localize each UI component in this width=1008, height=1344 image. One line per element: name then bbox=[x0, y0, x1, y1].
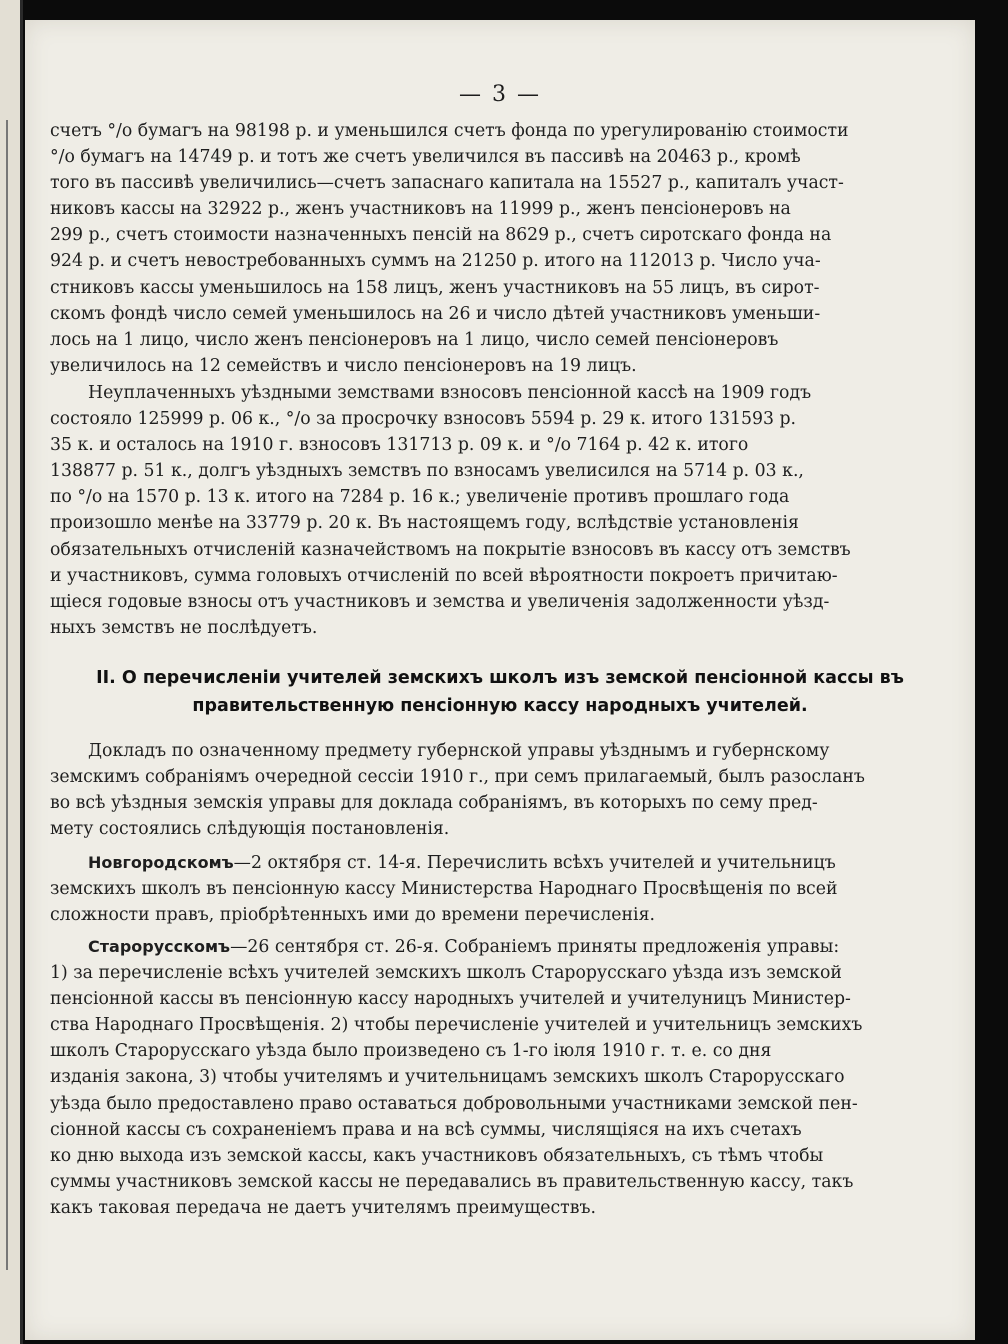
document-page bbox=[25, 20, 975, 1340]
paragraph-3 bbox=[50, 738, 895, 842]
text-line: 35 к. и осталось на 1910 г. взносовъ 131713 р. 09 к. и °/o 7164 р. 42 к. итого bbox=[50, 435, 749, 456]
text-line: ко дню выхода изъ земской кассы, какъ участниковъ обязательныхъ, съ тѣмъ чтобы bbox=[50, 1145, 824, 1166]
text-line: сложности правъ, пріобрѣтенныхъ ими до времени перечисленія. bbox=[50, 905, 655, 926]
text-line: увеличилось на 12 семействъ и число пенсіонеровъ на 19 лицъ. bbox=[50, 355, 637, 376]
text-line: 924 р. и счетъ невостребованныхъ суммъ на 21250 р. итого на 112013 р. Число уча- bbox=[50, 251, 821, 272]
text-line: 299 р., счетъ стоимости назначенныхъ пенсій на 8629 р., счетъ сиротскаго фонда на bbox=[50, 225, 832, 246]
text-line: изданія закона, 3) чтобы учителямъ и учительницамъ земскихъ школъ Старорусскаго bbox=[50, 1067, 845, 1088]
text-line: суммы участниковъ земской кассы не передавались въ правительственную кассу, такъ bbox=[50, 1171, 854, 1192]
text-line: 138877 р. 51 к., долгъ уѣздныхъ земствъ по взносамъ увелисился на 5714 р. 03 к., bbox=[50, 461, 804, 482]
text-line: во всѣ уѣздныя земскія управы для доклада собраніямъ, въ которыхъ по сему пред- bbox=[50, 793, 818, 814]
text-line: °/o бумагъ на 14749 р. и тотъ же счетъ увеличился въ пассивѣ на 20463 р., кромѣ bbox=[50, 147, 801, 168]
text-line: сіонной кассы съ сохраненіемъ права и на всѣ суммы, числящіяся на ихъ счетахъ bbox=[50, 1119, 802, 1140]
text-line: мету состоялись слѣдующія постановленія. bbox=[50, 819, 450, 840]
paragraph-novgorod bbox=[50, 850, 895, 928]
text-line-rest: —2 октября ст. 14-я. Перечислить всѣхъ учителей и учительницъ bbox=[233, 853, 836, 873]
paragraph-starorussk bbox=[50, 934, 895, 1221]
text-line: школъ Старорусскаго уѣзда было произведено съ 1-го іюля 1910 г. т. е. со дня bbox=[50, 1041, 772, 1062]
text-line: ныхъ земствъ не послѣдуетъ. bbox=[50, 617, 318, 638]
text-line: земскихъ школъ въ пенсіонную кассу Министерства Народнаго Просвѣщенія по всей bbox=[50, 879, 838, 900]
paragraph-1 bbox=[50, 118, 895, 379]
text-line bbox=[50, 934, 895, 960]
text-line: скомъ фондѣ число семей уменьшилось на 26 и число дѣтей участниковъ уменьши- bbox=[50, 303, 821, 324]
text-line: ства Народнаго Просвѣщенія. 2) чтобы перечисленіе учителей и учительницъ земскихъ bbox=[50, 1015, 863, 1036]
text-line: никовъ кассы на 32922 р., женъ участниковъ на 11999 р., женъ пенсіонеровъ на bbox=[50, 199, 791, 220]
text-line: того въ пассивѣ увеличились—счетъ запаснаго капитала на 15527 р., капиталъ участ- bbox=[50, 173, 844, 194]
text-line: обязательныхъ отчисленій казначействомъ на покрытіе взносовъ въ кассу отъ земствъ bbox=[50, 539, 851, 560]
text-line: и участниковъ, сумма головыхъ отчисленій по всей вѣроятности покроетъ причитаю- bbox=[50, 565, 838, 586]
text-line: произошло менѣе на 33779 р. 20 к. Въ настоящемъ году, вслѣдствіе установленія bbox=[50, 513, 799, 534]
section-heading bbox=[25, 664, 975, 720]
text-line: лось на 1 лицо, число женъ пенсіонеровъ на 1 лицо, число семей пенсіонеровъ bbox=[50, 329, 779, 350]
text-line: щіеся годовые взносы отъ участниковъ и земства и увеличенія задолженности уѣзд- bbox=[50, 591, 830, 612]
text-line-rest: —26 сентября ст. 26-я. Собраніемъ приняты предложенія управы: bbox=[230, 937, 840, 957]
text-line: 1) за перечисленіе всѣхъ учителей земскихъ школъ Старорусскаго уѣзда изъ земской bbox=[50, 963, 842, 984]
text-line: пенсіонной кассы въ пенсіонную кассу народныхъ учителей и учителуницъ Министер- bbox=[50, 989, 851, 1010]
text-line: какъ таковая передача не даетъ учителямъ преимуществъ. bbox=[50, 1197, 596, 1218]
text-line: Докладъ по означенному предмету губернской управы уѣзднымъ и губернскому bbox=[88, 741, 830, 761]
district-name: Новгородскомъ bbox=[88, 853, 234, 872]
text-line bbox=[50, 850, 895, 876]
text-line: стниковъ кассы уменьшилось на 158 лицъ, женъ участниковъ на 55 лицъ, въ сирот- bbox=[50, 277, 820, 298]
section-heading-line: II. О перечисленіи учителей земскихъ школъ изъ земской пенсіонной кассы въ bbox=[96, 668, 904, 688]
section-heading-line: правительственную пенсіонную кассу народныхъ учителей. bbox=[192, 696, 808, 716]
district-name: Старорусскомъ bbox=[88, 937, 231, 956]
paragraph-2 bbox=[50, 380, 895, 641]
text-line: уѣзда было предоставлено право оставаться добровольными участниками земской пен- bbox=[50, 1093, 858, 1114]
page-number: — 3 — bbox=[459, 82, 541, 107]
text-line: Неуплаченныхъ уѣздными земствами взносовъ пенсіонной кассѣ на 1909 годъ bbox=[88, 383, 812, 403]
text-line: по °/o на 1570 р. 13 к. итого на 7284 р. 16 к.; увеличеніе противъ прошлаго года bbox=[50, 487, 790, 508]
previous-page-edge bbox=[0, 0, 23, 1344]
text-line: состояло 125999 р. 06 к., °/o за просрочку взносовъ 5594 р. 29 к. итого 131593 р. bbox=[50, 409, 796, 430]
text-line: счетъ °/o бумагъ на 98198 р. и уменьшился счетъ фонда по урегулированію стоимости bbox=[50, 121, 849, 141]
text-line: земскимъ собраніямъ очередной сессіи 1910 г., при семъ прилагаемый, былъ разосланъ bbox=[50, 767, 865, 788]
